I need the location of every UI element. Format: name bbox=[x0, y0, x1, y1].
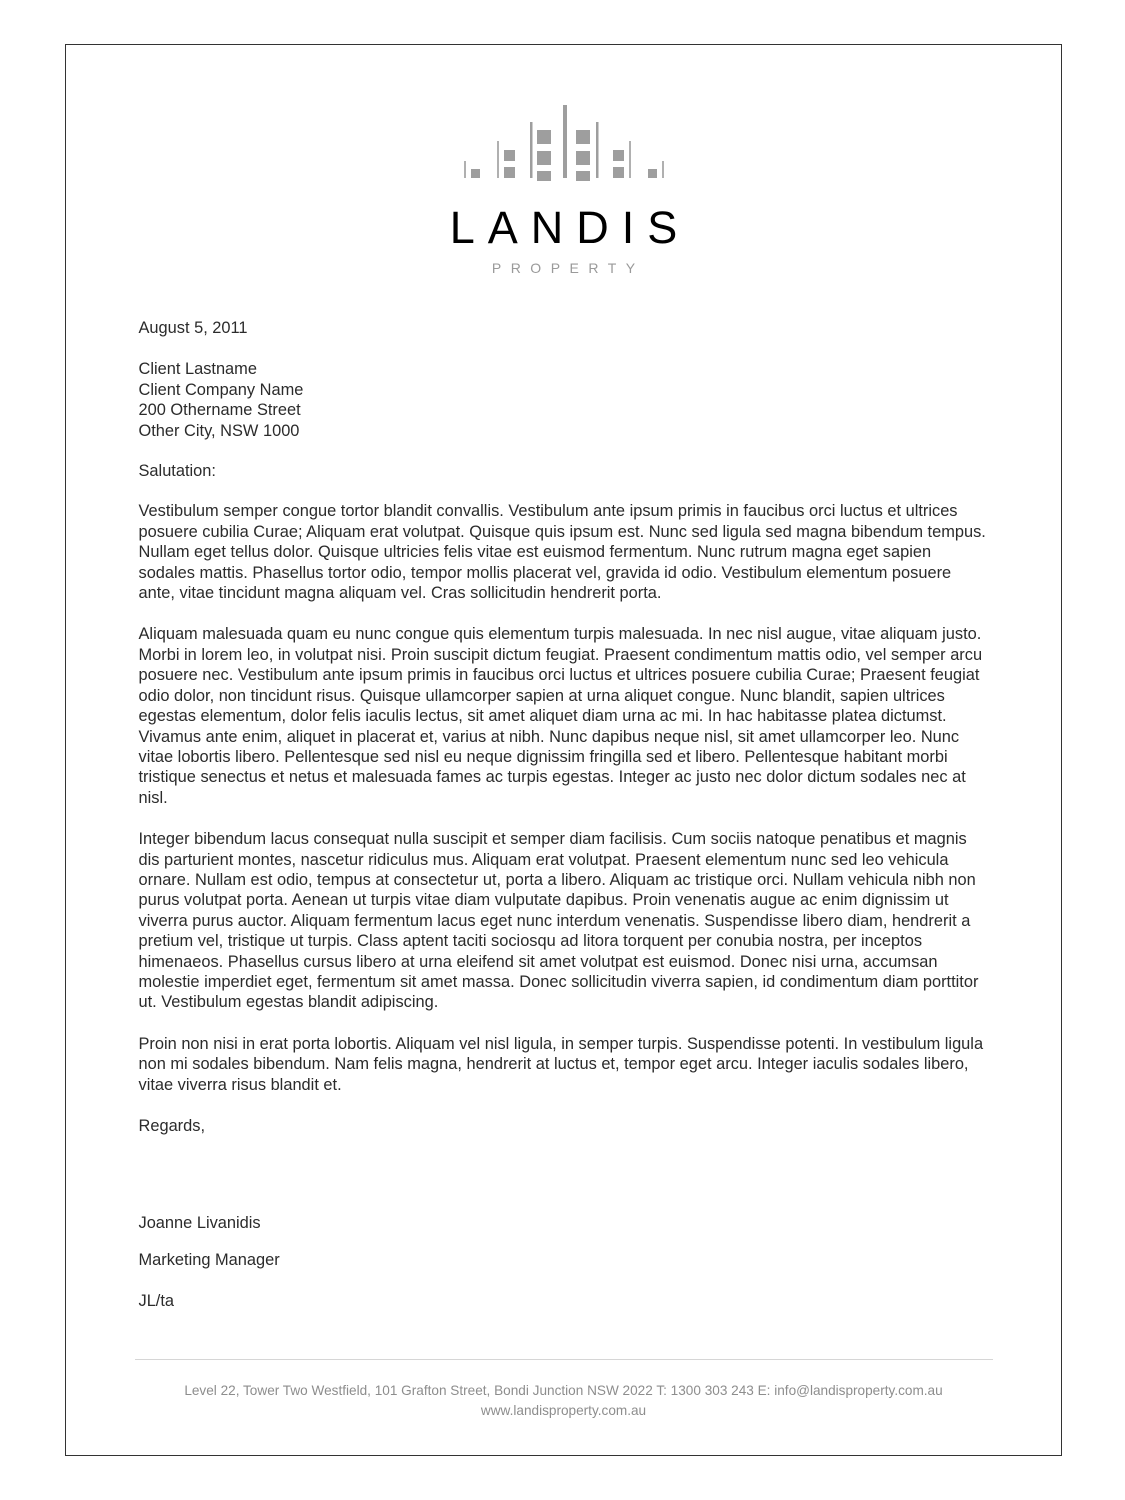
salutation: Salutation: bbox=[138, 462, 216, 481]
body-paragraph-2: Aliquam malesuada quam eu nunc congue quis elementum turpis malesuada. In nec nisl augue, vitae aliquam justo. Morbi in lorem leo, in volutpat nisi. Proin suscipit dictum feugiat. Praesent condimentum mattis odio, vel semper arcu posuere nec. Vestibulum ante ipsum primis in faucibus orci luctus et ultrices posuere cubilia Curae; Praesent feugiat odio dolor, non tincidunt risus. Quisque ullamcorper sapien at urna aliquet congue. Nunc blandit, sapien ultrices egestas elementum, dolor felis iaculis lectus, sit amet aliquet diam urna ac mi. In hac habitasse platea dictumst. Vivamus ante enim, aliquet in placerat et, varius at nibh. Nunc dapibus neque nisl, sit amet ullamcorper leo. Nunc vitae lobortis libero. Pellentesque sed nisl eu neque dignissim fringilla sed et libero. Pellentesque habitant morbi tristique senectus et netus et malesuada fames ac turpis egestas. Integer ac justo nec dolor dictum sodales nec at nisl. bbox=[138, 625, 983, 807]
signer-name: Joanne Livanidis bbox=[138, 1213, 261, 1232]
brand-subword: PROPERTY bbox=[491, 260, 645, 276]
body-paragraph-4: Proin non nisi in erat porta lobortis. Aliquam vel nisl ligula, in semper turpis. Suspendisse potenti. In vestibulum ligula non mi sodales bibendum. Nam felis magna, hendrerit at luctus et, tempor eget arcu. Integer iaculis sodales libero, vitae viverra risus blandit et. bbox=[138, 1034, 984, 1094]
signature-block bbox=[139, 1213, 989, 1270]
brand-wordmark: LANDIS bbox=[449, 202, 691, 253]
recipient-line-1: Client Lastname bbox=[138, 360, 257, 379]
signature-space bbox=[139, 1136, 989, 1196]
recipient-line-4: Other City, NSW 1000 bbox=[138, 421, 300, 440]
footer-divider bbox=[135, 1359, 993, 1360]
skyline-buildings-logo bbox=[460, 103, 668, 181]
letter-content bbox=[139, 275, 989, 1311]
signer-title: Marketing Manager bbox=[138, 1250, 280, 1269]
recipient-line-3: 200 Othername Street bbox=[138, 401, 301, 420]
closing-salutation: Regards, bbox=[138, 1117, 206, 1135]
recipient-address bbox=[139, 359, 989, 441]
body-paragraph-1: Vestibulum semper congue tortor blandit convallis. Vestibulum ante ipsum primis in faucibus orci luctus et ultrices posuere cubilia Curae; Aliquam erat volutpat. Quisque quis ipsum est. Nunc sed ligula sed magna bibendum tempus. Nullam eget tellus dolor. Quisque ultricies felis vitae est euismod fermentum. Nunc rutrum magna eget sapien sodales mattis. Phasellus tortor odio, tempor mollis placerat vel, gravida id odio. Vestibulum elementum posuere ante, vitae tincidunt magna aliquam vel. Cras sollicitudin hendrerit porta. bbox=[138, 502, 986, 603]
footer-website: www.landisproperty.com.au bbox=[480, 1403, 647, 1418]
body-paragraph-3: Integer bibendum lacus consequat nulla suscipit et semper diam facilisis. Cum sociis natoque penatibus et magnis dis parturient montes, nascetur ridiculus mus. Aliquam erat volutpat. Praesent elementum nunc sed leo vehicula ornare. Nullam est odio, tempus at consectetur ut, porta a libero. Aliquam ac tristique orci. Nullam vehicula nibh non purus volutpat porta. Aenean ut turpis vitae diam vulputate dapibus. Proin venenatis augue ac enim dignissim ut viverra purus auctor. Aliquam fermentum lacus eget nunc interdum venenatis. Suspendisse libero diam, hendrerit a pretium vel, tristique ut turpis. Class aptent taciti sociosqu ad litora torquent per conubia nostra, per inceptos himenaeos. Phasellus cursus libero at urna eleifend sit amet volutpat est euismod. Donec nisi urna, accumsan molestie imperdiet eget, fermentum sit amet massa. Donec sollicitudin viverra sapien, id condimentum diam porttitor ut. Vestibulum egestas blandit adipiscing. bbox=[138, 830, 979, 1012]
letter-page bbox=[65, 44, 1062, 1456]
letter-date: August 5, 2011 bbox=[138, 319, 248, 337]
typist-initials: JL/ta bbox=[138, 1292, 175, 1310]
footer-contact-line: Level 22, Tower Two Westfield, 101 Grafton Street, Bondi Junction NSW 2022 T: 1300 303 243 E: info@landisproperty.com.au bbox=[184, 1383, 943, 1398]
recipient-line-2: Client Company Name bbox=[138, 380, 304, 399]
letterhead bbox=[66, 45, 1061, 275]
page-footer bbox=[66, 1359, 1061, 1421]
